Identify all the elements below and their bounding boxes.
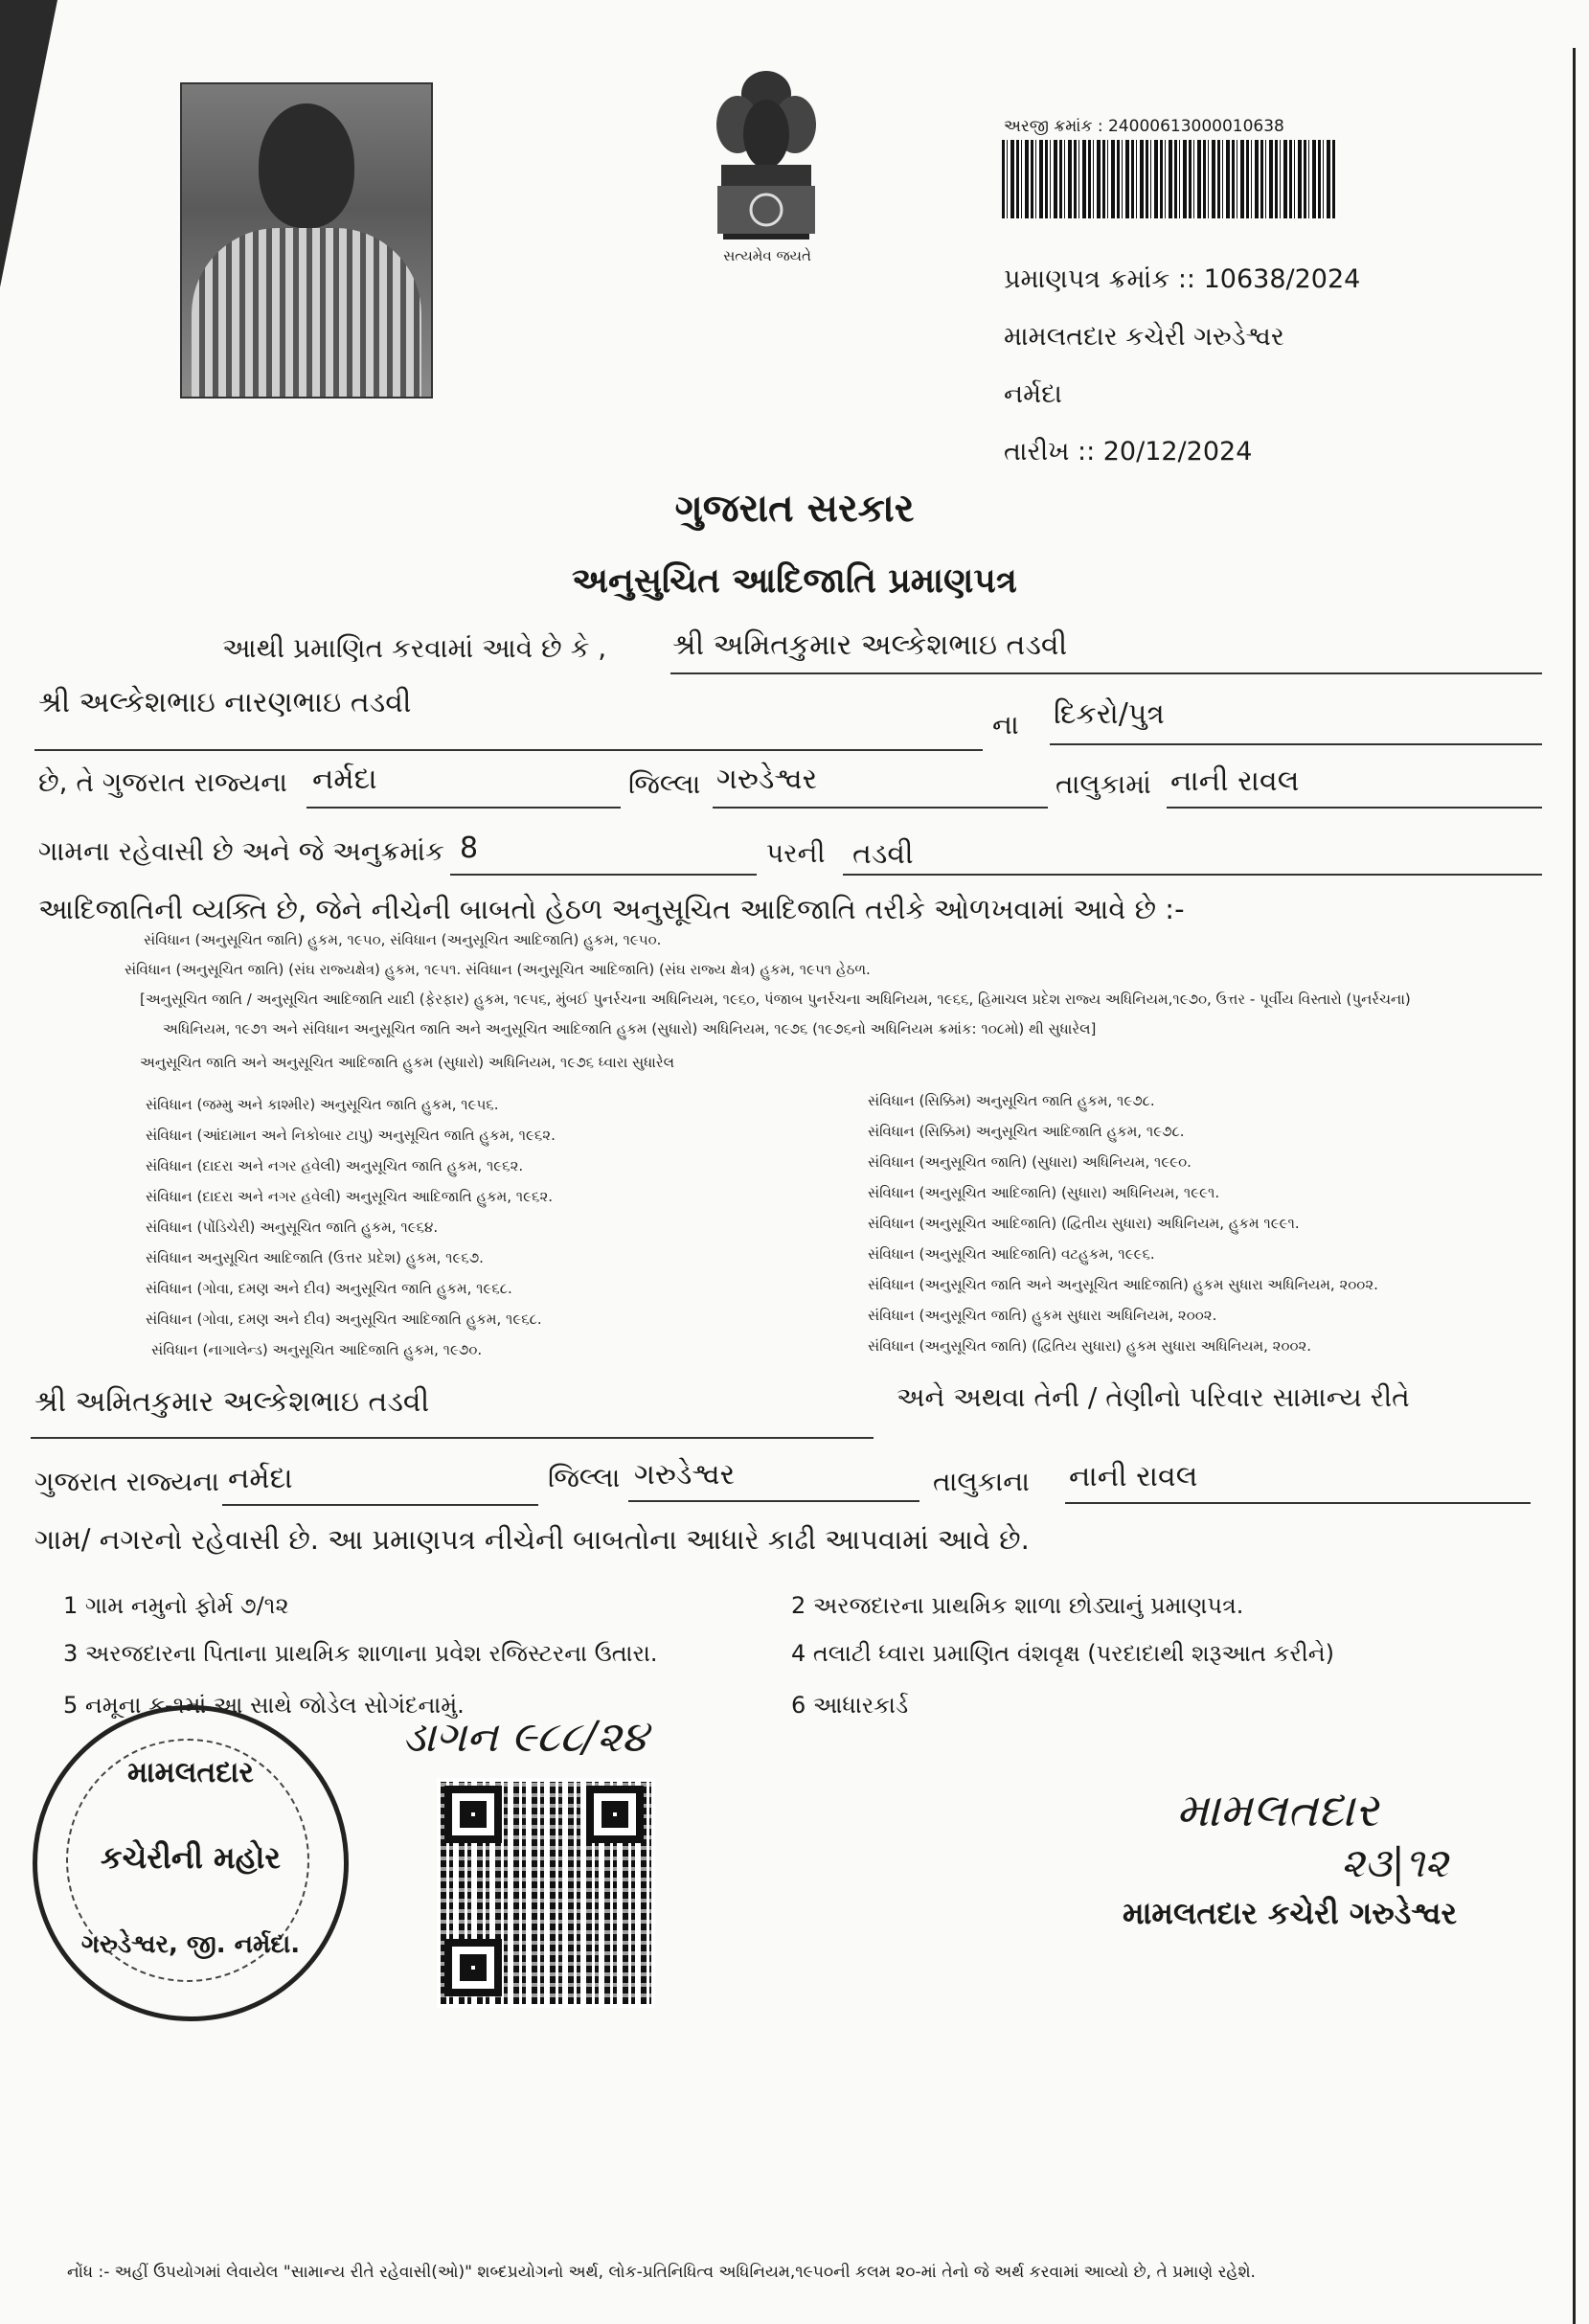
order-left: સંવિધાન (પોંડિચેરી) અનુસૂચિત જાતિ હુકમ, ૧૯૬૪. <box>146 1219 439 1236</box>
order-line: સંવિધાન (અનુસૂચિત જાતિ) હુકમ, ૧૯૫૦, સંવિધાન (અનુસૂચિત આદિજાતિ) હુકમ, ૧૯૫૦. <box>144 931 662 948</box>
underline <box>628 1500 919 1502</box>
qr-finder <box>444 1786 502 1843</box>
applicant-name: શ્રી અમિતકુમાર અલ્કેશભાઇ તડવી <box>672 628 1068 662</box>
order-right: સંવિધાન (અનુસૂચિત આદિજાતિ) (દ્વિતીય સુધારા) અધિનિયમ, હુકમ ૧૯૯૧. <box>868 1215 1300 1232</box>
emblem-motto: સત્યમેવ જયતે <box>723 247 811 264</box>
footnote: નોંધ :- અહીં ઉપયોગમાં લેવાયેલ "સામાન્ય રીતે રહેવાસી(ઓ)" શબ્દપ્રયોગનો અર્થ, લોક-પ્રતિનિધિત્વ અધિનિયમ,૧૯૫૦ની કલમ ૨૦-માં તેનો જે અર્થ કરવામાં આવ્યો છે, તે પ્રમાણે રહેશે. <box>67 2263 1256 2282</box>
order-left: સંવિધાન (ગોવા, દમણ અને દીવ) અનુસૂચિત જાતિ હુકમ, ૧૯૬૮. <box>146 1280 512 1297</box>
taluka-office-value: ગરુડેશ્વર <box>716 763 818 796</box>
residence-state-label: ગુજરાત રાજ્યના <box>34 1466 220 1497</box>
residence-taluka-office: ગરુડેશ્વર <box>634 1458 736 1492</box>
handwritten-reference: ડાગન ૯૮૮/૨૪ <box>402 1713 648 1762</box>
order-line: સંવિધાન (અનુસૂચિત જાતિ) (સંઘ રાજ્યક્ષેત્ર) હુકમ, ૧૯૫૧. સંવિધાન (અનુસૂચિત આદિજાતિ) (સંઘ રાજ્ય ક્ષેત્ર) હુકમ, ૧૯૫૧ હેઠળ. <box>125 961 871 978</box>
order-left: સંવિધાન (નાગાલેન્ડ) અનુસૂચિત આદિજાતિ હુકમ, ૧૯૭૦. <box>151 1341 483 1358</box>
document-item: 5 નમૂના ક-૧માં આ સાથે જોડેલ સોગંદનામું. <box>63 1692 465 1719</box>
underline <box>670 672 1542 674</box>
order-left: સંવિધાન (જમ્મુ અને કાશ્મીર) અનુસૂચિત જાતિ હુકમ, ૧૯૫૬. <box>146 1096 499 1113</box>
photo-body <box>192 228 421 399</box>
residence-label: ગામના રહેવાસી છે અને જે અનુક્રમાંક <box>38 835 444 867</box>
order-line: અધિનિયમ, ૧૯૭૧ અને સંવિધાન અનુસૂચિત જાતિ અને અનુસૂચિત આદિજાતિ હુકમ (સુધારો) અધિનિયમ, ૧૯૭૬ (૧૯૭૬નો અધિનિયમ ક્રમાંક: ૧૦૮મો) થી સુધારેલ] <box>163 1020 1097 1037</box>
document-item: 3 અરજદારના પિતાના પ્રાથમિક શાળાના પ્રવેશ રજિસ્ટરના ઉતારા. <box>63 1640 658 1667</box>
seal-bottom-text: ગરુડેશ્વર, જી. નર્મદા. <box>80 1930 301 1959</box>
order-right: સંવિધાન (અનુસૂચિત જાતિ) હુકમ સુધારા અધિનિયમ, ૨૦૦૨. <box>868 1307 1217 1324</box>
signature-date-mark: ૨૩|૧૨ <box>1341 1839 1449 1886</box>
issuing-district: નર્મદા <box>1004 379 1062 409</box>
document-item: 1 ગામ નમુનો ફોર્મ ૭/૧૨ <box>63 1592 289 1619</box>
order-left: સંવિધાન (દાદરા અને નગર હવેલી) અનુસૂચિત આદિજાતિ હુકમ, ૧૯૬૨. <box>146 1188 554 1205</box>
tribe-statement: આદિજાતિની વ્યક્તિ છે, જેને નીચેની બાબતો હેઠળ અનુસૂચિત આદિજાતિ તરીકે ઓળખવામાં આવે છે :- <box>38 893 1185 925</box>
barcode <box>1002 140 1337 218</box>
underline <box>713 807 1048 809</box>
signatory-designation: મામલતદાર કચેરી ગરુડેશ્વર <box>1123 1895 1458 1931</box>
jilla-label: જિલ્લા <box>628 768 701 800</box>
order-right: સંવિધાન (અનુસૂચિત આદિજાતિ) વટહુકમ, ૧૯૯૬. <box>868 1245 1155 1263</box>
applicant-photo <box>180 82 433 399</box>
underline <box>34 749 983 751</box>
qr-finder <box>444 1939 502 1996</box>
village-value: નાની રાવલ <box>1170 764 1300 798</box>
order-right: સંવિધાન (સિક્કિમ) અનુસૂચિત આદિજાતિ હુકમ, ૧૯૭૮. <box>868 1123 1185 1140</box>
parni-label: પરની <box>766 837 826 869</box>
issue-date: તારીખ :: 20/12/2024 <box>1004 437 1253 467</box>
residence-name: શ્રી અમિતકુમાર અલ્કેશભાઇ તડવી <box>34 1385 430 1419</box>
relation: દિકરો/પુત્ર <box>1054 697 1165 731</box>
seal-middle-text: કચેરીની મહોર <box>101 1839 281 1876</box>
order-line: અનુસૂચિત જાતિ અને અનુસૂચિત આદિજાતિ હુકમ (સુધારો) અધિનિયમ, ૧૯૭૬ ધ્વારા સુધારેલ <box>140 1054 674 1071</box>
underline <box>450 874 757 876</box>
underline <box>1167 807 1542 809</box>
photo-head <box>259 103 354 228</box>
residence-village: નાની રાવલ <box>1069 1460 1198 1493</box>
taluka-label: તાલુકામાં <box>1056 768 1151 800</box>
seal-top-text: મામલતદાર <box>127 1756 254 1789</box>
tribe-value: તડવી <box>852 837 914 871</box>
application-number: અરજી ક્રમાંક : 24000613000010638 <box>1004 117 1284 136</box>
certificate-number: પ્રમાણપત્ર ક્રમાંક :: 10638/2024 <box>1004 264 1361 294</box>
government-title: ગુજરાત સરકાર <box>674 487 915 531</box>
na-label: ના <box>992 709 1019 740</box>
serial-number: 8 <box>460 832 479 865</box>
order-line: [અનુસૂચિત જાતિ / અનુસૂચિત આદિજાતિ યાદી (ફેરફાર) હુકમ, ૧૯૫૬, મુંબઈ પુનર્રચના અધિનિયમ, ૧૯૬૦, પંજાબ પુનર્રચના અધિનિયમ, ૧૯૬૬, હિમાચલ પ્રદેશ રાજ્ય અધિનિયમ,૧૯૭૦, ઉત્તર - પૂર્વીય વિસ્તારો (પુનર્રચના) <box>140 991 1411 1008</box>
order-right: સંવિધાન (અનુસૂચિત જાતિ) (દ્વિતિય સુધારા) હુકમ સુધારા અધિનિયમ, ૨૦૦૨. <box>868 1337 1312 1355</box>
issuing-office: મામલતદાર કચેરી ગરુડેશ્વર <box>1004 322 1284 352</box>
residence-closing: ગામ/ નગરનો રહેવાસી છે. આ પ્રમાણપત્ર નીચેની બાબતોના આધારે કાઢી આપવામાં આવે છે. <box>34 1523 1030 1556</box>
residence-district: નર્મદા <box>228 1462 293 1495</box>
order-right: સંવિધાન (સિક્કિમ) અનુસૂચિત જાતિ હુકમ, ૧૯૭૮. <box>868 1092 1155 1109</box>
qr-code <box>437 1778 655 2008</box>
qr-finder <box>586 1786 644 1843</box>
state-label: છે, તે ગુજરાત રાજ્યના <box>38 766 287 798</box>
document-item: 6 આધારકાર્ડ <box>791 1692 909 1719</box>
father-name: શ્રી અલ્કેશભાઇ નારણભાઇ તડવી <box>38 686 412 719</box>
document-item: 2 અરજદારના પ્રાથમિક શાળા છોડ્યાનું પ્રમાણપત્ર. <box>791 1592 1244 1619</box>
order-right: સંવિધાન (અનુસૂચિત જાતિ અને અનુસૂચિત આદિજાતિ) હુકમ સુધારા અધિનિયમ, ૨૦૦૨. <box>868 1276 1378 1293</box>
document-item: 4 તલાટી ધ્વારા પ્રમાણિત વંશવૃક્ષ (પરદાદાથી શરૂઆત કરીને) <box>791 1640 1334 1667</box>
order-right: સંવિધાન (અનુસૂચિત જાતિ) (સુધારા) અધિનિયમ, ૧૯૯૦. <box>868 1153 1192 1171</box>
page-edge <box>1573 48 1576 2324</box>
family-text: અને અથવા તેની / તેણીનો પરિવાર સામાન્ય રીતે <box>897 1381 1410 1413</box>
underline <box>1065 1502 1531 1504</box>
underline <box>843 874 1542 876</box>
underline <box>31 1437 874 1439</box>
office-seal <box>33 1705 349 2021</box>
residence-taluka-label: તાલુકાના <box>933 1466 1030 1497</box>
underline <box>1050 743 1542 745</box>
order-left: સંવિધાન (ગોવા, દમણ અને દીવ) અનુસૂચિત આદિજાતિ હુકમ, ૧૯૬૮. <box>146 1310 542 1328</box>
order-left: સંવિધાન (દાદરા અને નગર હવેલી) અનુસૂચિત જાતિ હુકમ, ૧૯૬૨. <box>146 1157 524 1174</box>
certify-label: આથી પ્રમાણિત કરવામાં આવે છે કે , <box>222 632 607 664</box>
signature-scribble: મામલતદાર <box>1176 1784 1379 1837</box>
national-emblem-icon <box>704 57 829 259</box>
order-right: સંવિધાન (અનુસૂચિત આદિજાતિ) (સુધારા) અધિનિયમ, ૧૯૯૧. <box>868 1184 1220 1201</box>
order-left: સંવિધાન (આંદામાન અને નિકોબાર ટાપુ) અનુસૂચિત જાતિ હુકમ, ૧૯૬૨. <box>146 1127 556 1144</box>
order-left: સંવિધાન અનુસૂચિત આદિજાતિ (ઉત્તર પ્રદેશ) હુકમ, ૧૯૬૭. <box>146 1249 484 1266</box>
residence-jilla-label: જિલ્લા <box>548 1462 621 1493</box>
certificate-title: અનુસુચિત આદિજાતિ પ્રમાણપત્ર <box>572 561 1017 601</box>
underline <box>306 807 621 809</box>
district-value: નર્મદા <box>312 763 377 796</box>
underline <box>222 1504 538 1506</box>
scan-shadow <box>0 0 57 287</box>
